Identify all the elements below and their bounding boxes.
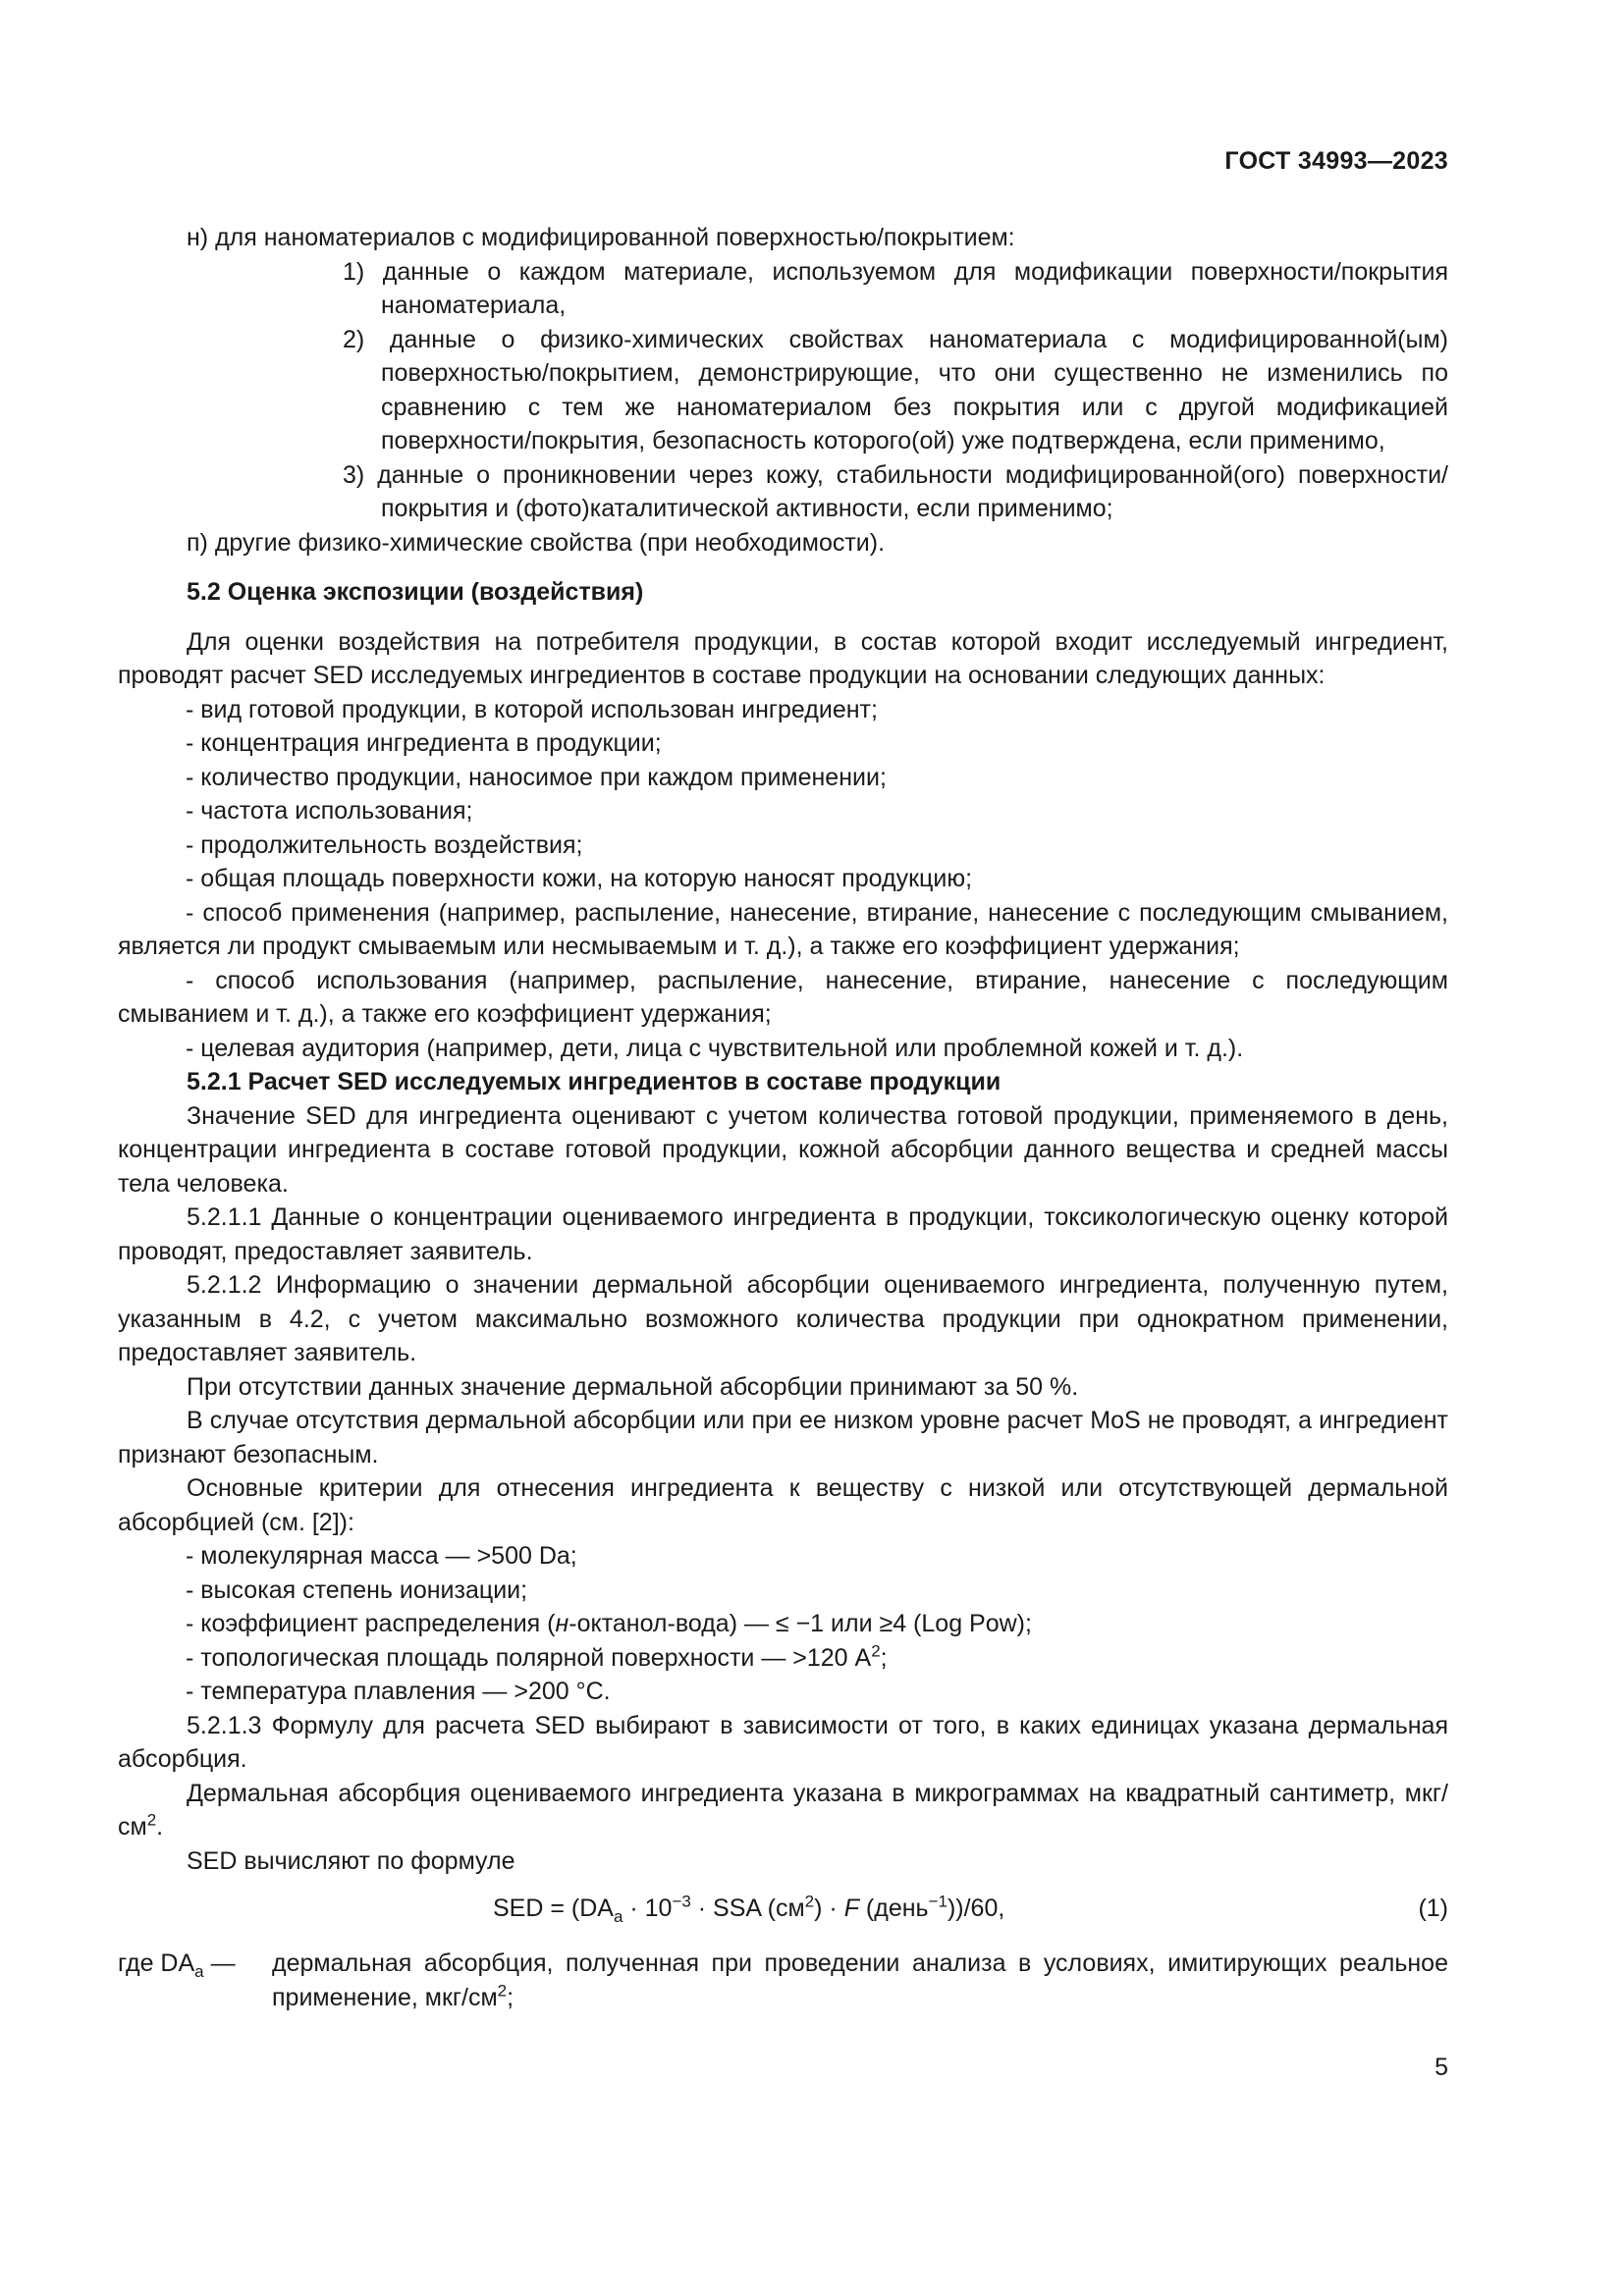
text-run: где DA <box>118 1949 195 1977</box>
page-number: 5 <box>1435 2054 1448 2081</box>
text-run: ; <box>880 1643 888 1672</box>
text-run: · 10 <box>623 1895 673 1922</box>
criteria-item: - молекулярная масса — >500 Da; <box>186 1542 577 1570</box>
list-item-text: данные о проникновении через кожу, стабильности модифицированной(ого) поверхности/покрытия и (фото)каталитической активности, если применимо; <box>377 460 1449 522</box>
text-run: (день <box>858 1895 929 1922</box>
bullet-item: - количество продукции, наносимое при каждом применении; <box>186 763 887 791</box>
text-run: · SSA (см <box>690 1895 805 1922</box>
list-item-text: для наноматериалов с модифицированной поверхностью/покрытием: <box>215 224 1015 251</box>
list-item-n <box>118 221 1448 255</box>
list-marker: п) <box>187 528 208 557</box>
list-item-text: данные о физико-химических свойствах наноматериала с модифицированной(ым) поверхностью/покрытием, демонстрирующие, что они существенно не изменились по сравнению с тем же наноматериалом без покрытия или с другой модификацией поверхности/покрытия, безопасность которого(ой) уже подтверждена, если применимо, <box>381 325 1448 454</box>
paragraph-5-2-1-1: 5.2.1.1 Данные о концентрации оцениваемого ингредиента в продукции, токсикологическую оценку которой проводят, предоставляет заявитель. <box>118 1203 1448 1265</box>
bullet-item: - общая площадь поверхности кожи, на которую наносят продукцию; <box>186 865 973 892</box>
text-run: −3 <box>672 1892 691 1911</box>
text-run: a <box>194 1962 204 1981</box>
document-code-header: ГОСТ 34993—2023 <box>1224 147 1448 175</box>
text-run: н <box>555 1610 569 1637</box>
section-title-5-2-1: 5.2.1 Расчет SED исследуемых ингредиентов в составе продукции <box>187 1068 1001 1095</box>
where-clause <box>118 1947 1448 2014</box>
text-run: 2 <box>146 1810 157 1830</box>
sublist-item-3 <box>118 458 1448 526</box>
text-run: - коэффициент распределения ( <box>186 1610 556 1637</box>
text-run: −1 <box>928 1892 947 1911</box>
bullet-item: - целевая аудитория (например, дети, лица с чувствительной или проблемной кожей и т. д.). <box>186 1034 1244 1062</box>
criteria-item <box>118 1641 1448 1676</box>
list-marker: 1) <box>343 257 365 286</box>
bullet-item: - концентрация ингредиента в продукции; <box>186 729 662 757</box>
criteria-item: - температура плавления — >200 °С. <box>186 1678 611 1705</box>
text-run: F <box>843 1895 859 1922</box>
text-run: . <box>156 1813 164 1841</box>
paragraph: При отсутствии данных значение дермальной абсорбции принимают за 50 %. <box>187 1372 1079 1401</box>
paragraph: SED вычисляют по формуле <box>187 1846 515 1875</box>
sublist-item-1 <box>118 255 1448 323</box>
list-marker: н) <box>187 224 209 251</box>
section-title-5-2: 5.2 Оценка экспозиции (воздействия) <box>187 578 644 606</box>
where-text <box>272 1949 1448 2011</box>
text-run: ) · <box>814 1895 844 1922</box>
paragraph: Основные критерии для отнесения ингредиента к веществу с низкой или отсутствующей дермальной абсорбцией (см. [2]): <box>118 1474 1448 1536</box>
paragraph-5-2-1-3: 5.2.1.3 Формулу для расчета SED выбирают в зависимости от того, в каких единицах указана дермальная абсорбция. <box>118 1711 1448 1773</box>
bullet-item: - способ использования (например, распыление, нанесение, втирание, нанесение с последующим смыванием и т. д.), а также его коэффициент удержания; <box>118 966 1448 1028</box>
text-run: a <box>613 1907 623 1926</box>
text-run: Дермальная абсорбция оцениваемого ингредиента указана в микрограммах на квадратный сантиметр, мкг/см <box>118 1779 1448 1841</box>
bullet-item: - вид готовой продукции, в которой использован ингредиент; <box>186 695 878 723</box>
paragraph: Значение SED для ингредиента оценивают с учетом количества готовой продукции, применяемого в день, концентрации ингредиента в составе готовой продукции, кожной абсорбции данного вещества и средней массы тела человека. <box>118 1101 1448 1198</box>
paragraph <box>118 1777 1448 1844</box>
paragraph-intro: Для оценки воздействия на потребителя продукции, в состав которой входит исследуемый ингредиент, проводят расчет SED исследуемых ингредиентов в составе продукции на основании следующих данных: <box>118 627 1448 689</box>
criteria-item: - высокая степень ионизации; <box>186 1575 528 1604</box>
text-run: 2 <box>497 1981 508 2001</box>
text-run: - топологическая площадь полярной поверхности — >120 A <box>186 1643 872 1672</box>
document-body <box>118 221 1448 2014</box>
list-item-text: данные о каждом материале, используемом для модификации поверхности/покрытия наноматериала, <box>381 257 1448 319</box>
list-item-p <box>118 526 1448 561</box>
text-run: ))/60, <box>947 1895 1005 1922</box>
text-run: 2 <box>871 1641 881 1661</box>
criteria-item <box>118 1607 1448 1641</box>
formula-row <box>118 1886 1448 1935</box>
list-marker: 3) <box>343 460 365 489</box>
where-label <box>118 1947 236 1981</box>
sublist-item-2 <box>118 323 1448 458</box>
text-run: ; <box>507 1983 514 2011</box>
paragraph-5-2-1-2: 5.2.1.2 Информацию о значении дермальной абсорбции оцениваемого ингредиента, полученную путем, указанным в 4.2, с учетом максимально возможного количества продукции при однократном применении, предоставляет заявитель. <box>118 1271 1448 1366</box>
bullet-item: - способ применения (например, распыление, нанесение, втирание, нанесение с последующим смыванием, является ли продукт смываемым или несмываемым и т. д.), а также его коэффициент удержания; <box>118 898 1448 960</box>
bullet-item: - частота использования; <box>186 797 473 825</box>
paragraph: В случае отсутствия дермальной абсорбции или при ее низком уровне расчет MoS не проводят, а ингредиент признают безопасным. <box>118 1407 1448 1468</box>
bullet-item: - продолжительность воздействия; <box>186 830 583 859</box>
list-marker: 2) <box>343 325 365 353</box>
text-run: дермальная абсорбция, полученная при проведении анализа в условиях, имитирующих реальное применение, мкг/см <box>272 1949 1448 2011</box>
equation-number: (1) <box>1418 1895 1448 1922</box>
text-run: SED = (DA <box>493 1895 614 1922</box>
text-run: — <box>203 1949 236 1977</box>
list-item-text: другие физико-химические свойства (при необходимости). <box>214 528 886 557</box>
formula-sed <box>493 1892 1004 1926</box>
text-run: -октанол-вода) — ≤ −1 или ≥4 (Log Pow); <box>568 1610 1032 1637</box>
text-run: 2 <box>804 1892 815 1911</box>
